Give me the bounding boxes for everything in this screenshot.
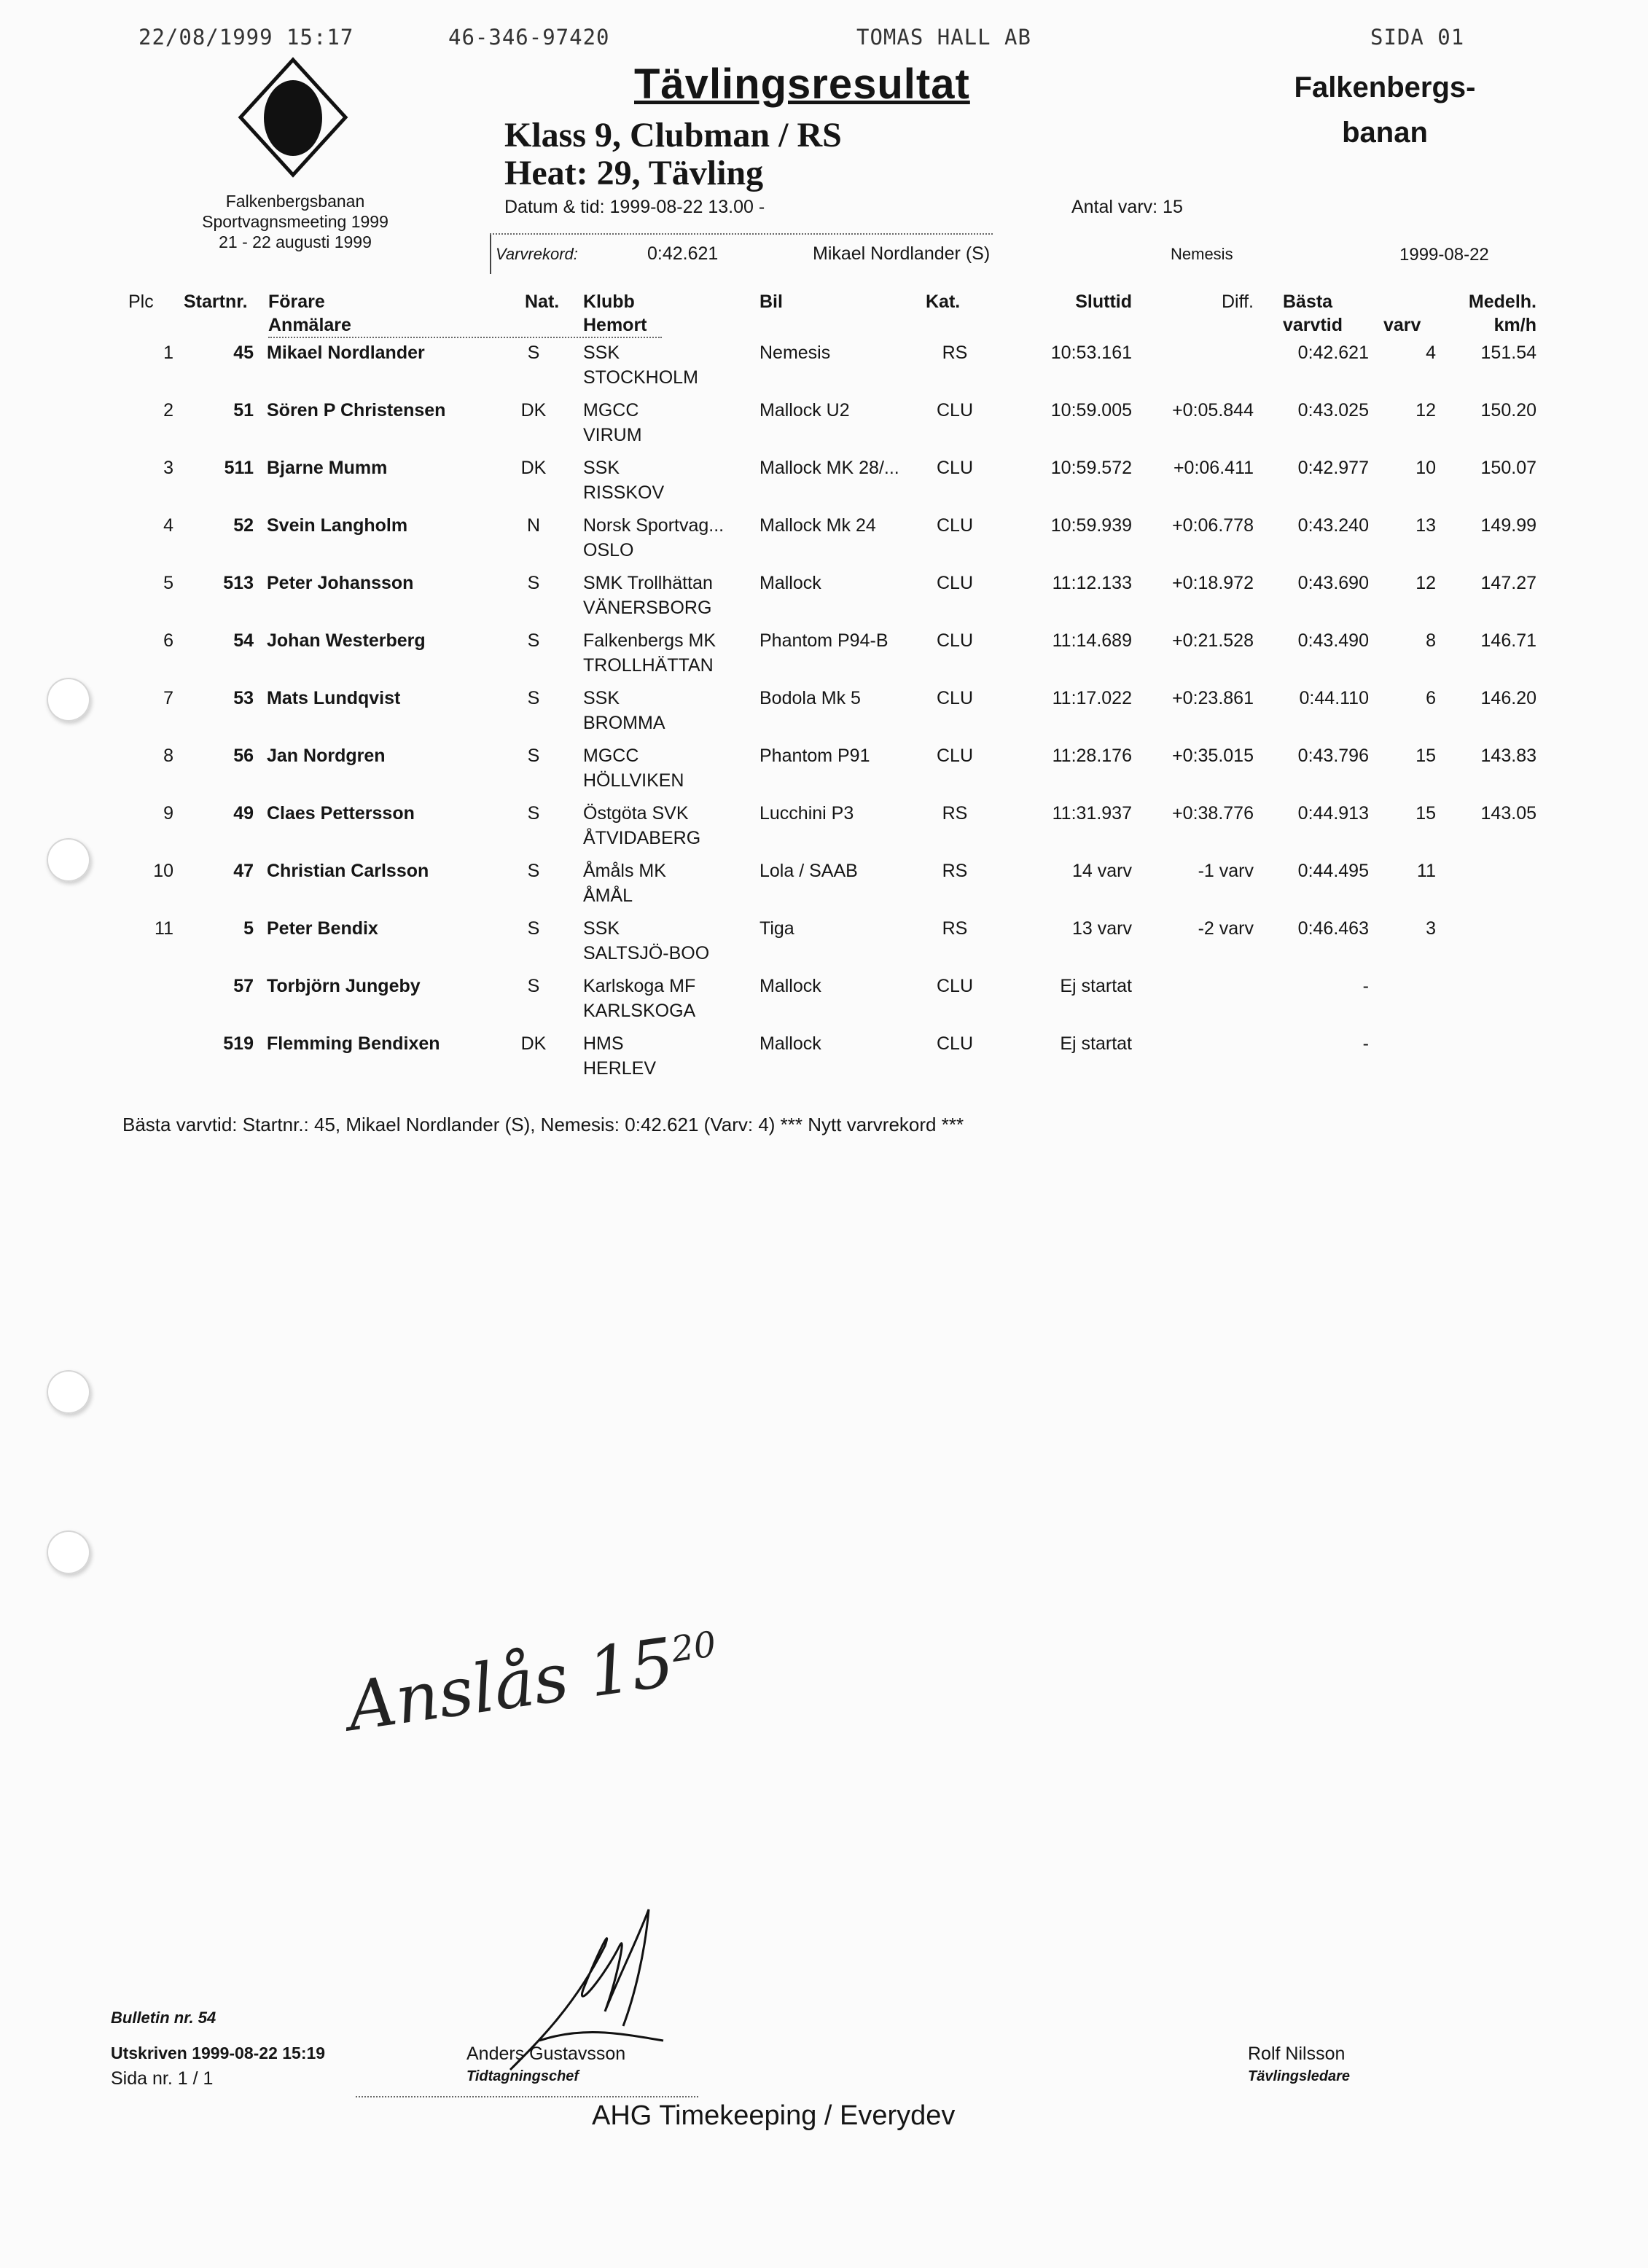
handwritten-text: Anslås 15 [343, 1623, 679, 1746]
row-club: SSK [583, 343, 620, 363]
row-driver: Flemming Bendixen [267, 1033, 440, 1054]
row-club: Falkenbergs MK [583, 630, 716, 651]
row-kat: RS [942, 918, 968, 939]
row-speed: 146.71 [1480, 630, 1536, 651]
row-town: HERLEV [583, 1058, 657, 1079]
row-lap: 12 [1415, 573, 1436, 593]
row-kat: CLU [936, 458, 973, 478]
col-nat: Nat. [525, 292, 560, 312]
row-driver: Sören P Christensen [267, 400, 446, 421]
row-speed: 143.05 [1480, 803, 1536, 824]
row-driver: Torbjörn Jungeby [267, 976, 421, 996]
date-time: Datum & tid: 1999-08-22 13.00 - [504, 197, 765, 217]
row-diff: +0:06.778 [1172, 515, 1254, 536]
row-diff: -2 varv [1198, 918, 1254, 939]
row-club: SSK [583, 918, 620, 939]
row-sluttid: 10:53.161 [1050, 343, 1132, 363]
row-town: TROLLHÄTTAN [583, 655, 714, 676]
handwritten-note [343, 1617, 723, 1746]
col-forare: Förare [268, 292, 325, 312]
organizer-line-1: Falkenbergsbanan [225, 192, 365, 211]
row-startnr: 53 [233, 688, 254, 708]
row-plc: 11 [155, 918, 173, 939]
row-startnr: 511 [224, 458, 254, 478]
col-varv: varv [1383, 315, 1421, 335]
binder-hole-4 [47, 1530, 90, 1574]
row-kat: RS [942, 861, 968, 881]
row-best-lap: - [1362, 1033, 1369, 1054]
row-nat: S [527, 746, 540, 766]
row-driver: Peter Johansson [267, 573, 414, 593]
row-best-lap: 0:43.690 [1297, 573, 1369, 593]
record-driver: Mikael Nordlander (S) [813, 243, 991, 264]
row-sluttid: 10:59.939 [1050, 515, 1132, 536]
row-nat: DK [520, 400, 547, 421]
row-lap: 8 [1426, 630, 1436, 651]
row-speed: 149.99 [1480, 515, 1536, 536]
row-town: BROMMA [583, 713, 665, 733]
printed-at: Utskriven 1999-08-22 15:19 [111, 2044, 326, 2062]
row-speed: 143.83 [1480, 746, 1536, 766]
fax-company: TOMAS HALL AB [856, 25, 1031, 50]
row-nat: S [527, 861, 540, 881]
col-kat: Kat. [926, 292, 961, 312]
row-kat: CLU [936, 976, 973, 996]
row-kat: CLU [936, 515, 973, 536]
binder-hole-2 [47, 838, 90, 882]
row-best-lap: 0:44.110 [1299, 688, 1369, 708]
row-kat: CLU [936, 630, 973, 651]
row-startnr: 56 [233, 746, 254, 766]
row-startnr: 513 [223, 573, 254, 593]
col-startnr: Startnr. [184, 292, 248, 312]
record-time: 0:42.621 [647, 243, 719, 264]
row-club: Åmåls MK [583, 861, 666, 881]
signer2-name: Rolf Nilsson [1248, 2044, 1346, 2064]
row-driver: Claes Pettersson [267, 803, 415, 824]
row-car: Lola / SAAB [759, 861, 858, 881]
row-kat: CLU [936, 1033, 973, 1054]
row-car: Mallock [759, 1033, 821, 1054]
row-startnr: 54 [233, 630, 254, 651]
row-driver: Christian Carlsson [267, 861, 429, 881]
signer1-name: Anders Gustavsson [466, 2044, 626, 2064]
row-driver: Mats Lundqvist [267, 688, 401, 708]
heat-heading: Heat: 29, Tävling [504, 154, 764, 192]
laps-count: Antal varv: 15 [1071, 197, 1183, 217]
row-startnr: 5 [243, 918, 254, 939]
record-label: Varvrekord: [496, 245, 578, 263]
row-startnr: 45 [233, 343, 254, 363]
row-diff: +0:23.861 [1172, 688, 1254, 708]
footer-rule [356, 2096, 698, 2097]
signer2-role: Tävlingsledare [1248, 2068, 1351, 2084]
row-club: Östgöta SVK [583, 803, 689, 824]
binder-hole-1 [47, 678, 90, 722]
row-sluttid: 11:28.176 [1052, 746, 1132, 766]
row-speed: 151.54 [1480, 343, 1536, 363]
row-car: Mallock [759, 976, 821, 996]
row-town: RISSKOV [583, 482, 665, 503]
row-town: VIRUM [583, 425, 642, 445]
row-car: Phantom P91 [759, 746, 870, 766]
row-startnr: 51 [233, 400, 254, 421]
col-basta: Bästa [1283, 292, 1333, 312]
row-club: MGCC [583, 746, 639, 766]
col-hemort: Hemort [583, 315, 647, 335]
row-best-lap: 0:44.913 [1297, 803, 1369, 824]
row-nat: S [527, 803, 540, 824]
row-club: Norsk Sportvag... [583, 515, 725, 536]
row-driver: Jan Nordgren [267, 746, 386, 766]
handwritten-sup: 20 [668, 1624, 719, 1670]
col-medelh: Medelh. [1468, 292, 1536, 312]
col-klubb: Klubb [583, 292, 635, 312]
row-plc: 9 [163, 803, 173, 824]
row-driver: Mikael Nordlander [267, 343, 425, 363]
row-best-lap: 0:43.490 [1297, 630, 1369, 651]
row-driver: Bjarne Mumm [267, 458, 388, 478]
row-town: SALTSJÖ-BOO [583, 943, 710, 963]
row-car: Mallock Mk 24 [759, 515, 876, 536]
row-lap: 13 [1415, 515, 1436, 536]
row-plc: 2 [163, 400, 173, 421]
record-date: 1999-08-22 [1399, 245, 1489, 265]
row-car: Mallock [759, 573, 821, 593]
row-driver: Svein Langholm [267, 515, 408, 536]
row-car: Bodola Mk 5 [759, 688, 861, 708]
class-heading: Klass 9, Clubman / RS [504, 116, 842, 155]
row-club: SSK [583, 688, 620, 708]
row-club: Karlskoga MF [583, 976, 696, 996]
row-club: SSK [583, 458, 620, 478]
best-lap-note: Bästa varvtid: Startnr.: 45, Mikael Nordlander (S), Nemesis: 0:42.621 (Varv: 4) *** Nytt varvrekord *** [122, 1114, 964, 1135]
row-car: Phantom P94-B [759, 630, 889, 651]
row-car: Tiga [759, 918, 794, 939]
row-nat: S [527, 573, 540, 593]
row-town: ÅTVIDABERG [583, 828, 701, 848]
row-kat: CLU [936, 746, 973, 766]
timekeeping-credit: AHG Timekeeping / Everydev [592, 2100, 956, 2131]
row-diff: +0:06.411 [1173, 458, 1254, 478]
row-town: ÅMÅL [583, 885, 633, 906]
fax-phone: 46-346-97420 [448, 25, 610, 50]
row-kat: CLU [936, 573, 973, 593]
row-lap: 3 [1426, 918, 1436, 939]
col-anmalare: Anmälare [268, 315, 351, 335]
row-nat: N [526, 515, 541, 536]
row-speed: 150.20 [1480, 400, 1536, 421]
venue-line-2: banan [1342, 117, 1428, 149]
row-plc: 10 [153, 861, 173, 881]
row-town: OSLO [583, 540, 634, 560]
row-club: HMS [583, 1033, 624, 1054]
row-sluttid: 13 varv [1072, 918, 1132, 939]
page-title: Tävlingsresultat [634, 60, 970, 108]
row-car: Lucchini P3 [759, 803, 854, 824]
row-speed: 150.07 [1480, 458, 1536, 478]
row-startnr: 519 [223, 1033, 254, 1054]
record-car: Nemesis [1171, 245, 1233, 263]
row-best-lap: 0:46.463 [1297, 918, 1369, 939]
row-lap: 15 [1415, 746, 1436, 766]
row-kat: CLU [936, 400, 973, 421]
row-nat: S [527, 976, 540, 996]
header-rule [268, 337, 662, 338]
row-plc: 7 [163, 688, 173, 708]
record-top-rule [490, 233, 993, 235]
row-startnr: 49 [233, 803, 254, 824]
row-sluttid: 14 varv [1072, 861, 1132, 881]
row-nat: DK [520, 458, 547, 478]
row-nat: S [527, 630, 540, 651]
row-sluttid: Ej startat [1060, 1033, 1132, 1054]
row-diff: +0:18.972 [1172, 573, 1254, 593]
col-bil: Bil [759, 292, 783, 312]
row-plc: 6 [163, 630, 173, 651]
signer1-role: Tidtagningschef [466, 2068, 579, 2084]
fax-date-time: 22/08/1999 15:17 [138, 25, 354, 50]
organizer-logo-icon [238, 57, 348, 178]
row-plc: 5 [163, 573, 173, 593]
row-car: Mallock MK 28/... [759, 458, 899, 478]
row-diff: +0:05.844 [1172, 400, 1254, 421]
row-best-lap: - [1362, 976, 1369, 996]
row-plc: 3 [163, 458, 173, 478]
row-best-lap: 0:43.796 [1297, 746, 1369, 766]
row-best-lap: 0:44.495 [1297, 861, 1369, 881]
row-lap: 6 [1426, 688, 1436, 708]
row-startnr: 57 [233, 976, 254, 996]
row-sluttid: 10:59.572 [1050, 458, 1132, 478]
binder-hole-3 [47, 1370, 90, 1414]
row-plc: 4 [163, 515, 173, 536]
col-diff: Diff. [1222, 292, 1254, 312]
row-startnr: 47 [233, 861, 254, 881]
row-plc: 1 [163, 343, 173, 363]
row-sluttid: 11:12.133 [1052, 573, 1132, 593]
row-nat: S [527, 918, 540, 939]
row-kat: CLU [936, 688, 973, 708]
row-best-lap: 0:43.025 [1297, 400, 1369, 421]
organizer-line-3: 21 - 22 augusti 1999 [219, 232, 372, 251]
row-best-lap: 0:43.240 [1297, 515, 1369, 536]
row-kat: RS [942, 803, 968, 824]
row-plc: 8 [163, 746, 173, 766]
bulletin-number: Bulletin nr. 54 [111, 2009, 216, 2027]
row-car: Mallock U2 [759, 400, 850, 421]
row-town: HÖLLVIKEN [583, 770, 684, 791]
row-speed: 147.27 [1480, 573, 1536, 593]
col-varvtid: varvtid [1283, 315, 1343, 335]
row-town: KARLSKOGA [583, 1001, 696, 1021]
fax-page: SIDA 01 [1370, 25, 1465, 50]
row-driver: Johan Westerberg [267, 630, 426, 651]
row-club: MGCC [583, 400, 639, 421]
row-speed: 146.20 [1480, 688, 1536, 708]
row-startnr: 52 [233, 515, 254, 536]
row-kat: RS [942, 343, 968, 363]
row-nat: DK [520, 1033, 547, 1054]
row-lap: 4 [1426, 343, 1436, 363]
row-driver: Peter Bendix [267, 918, 378, 939]
row-sluttid: 10:59.005 [1050, 400, 1132, 421]
row-diff: -1 varv [1198, 861, 1254, 881]
row-diff: +0:35.015 [1172, 746, 1254, 766]
row-lap: 12 [1415, 400, 1436, 421]
col-plc: Plc [128, 292, 154, 312]
row-town: VÄNERSBORG [583, 598, 712, 618]
row-lap: 11 [1417, 861, 1436, 881]
col-kmh: km/h [1493, 315, 1536, 335]
col-sluttid: Sluttid [1075, 292, 1132, 312]
venue-line-1: Falkenbergs- [1294, 71, 1476, 103]
row-lap: 15 [1415, 803, 1436, 824]
page-number: Sida nr. 1 / 1 [111, 2068, 214, 2089]
organizer-line-2: Sportvagnsmeeting 1999 [202, 212, 388, 231]
row-diff: +0:38.776 [1172, 803, 1254, 824]
row-lap: 10 [1415, 458, 1436, 478]
row-sluttid: Ej startat [1060, 976, 1132, 996]
row-best-lap: 0:42.621 [1297, 343, 1369, 363]
record-left-rule [490, 235, 491, 274]
row-diff: +0:21.528 [1172, 630, 1254, 651]
row-sluttid: 11:14.689 [1052, 630, 1132, 651]
row-town: STOCKHOLM [583, 367, 698, 388]
row-sluttid: 11:17.022 [1052, 688, 1132, 708]
row-best-lap: 0:42.977 [1297, 458, 1369, 478]
row-sluttid: 11:31.937 [1052, 803, 1132, 824]
row-nat: S [527, 688, 540, 708]
organizer-block [160, 191, 430, 252]
row-car: Nemesis [759, 343, 831, 363]
row-club: SMK Trollhättan [583, 573, 713, 593]
row-nat: S [527, 343, 540, 363]
